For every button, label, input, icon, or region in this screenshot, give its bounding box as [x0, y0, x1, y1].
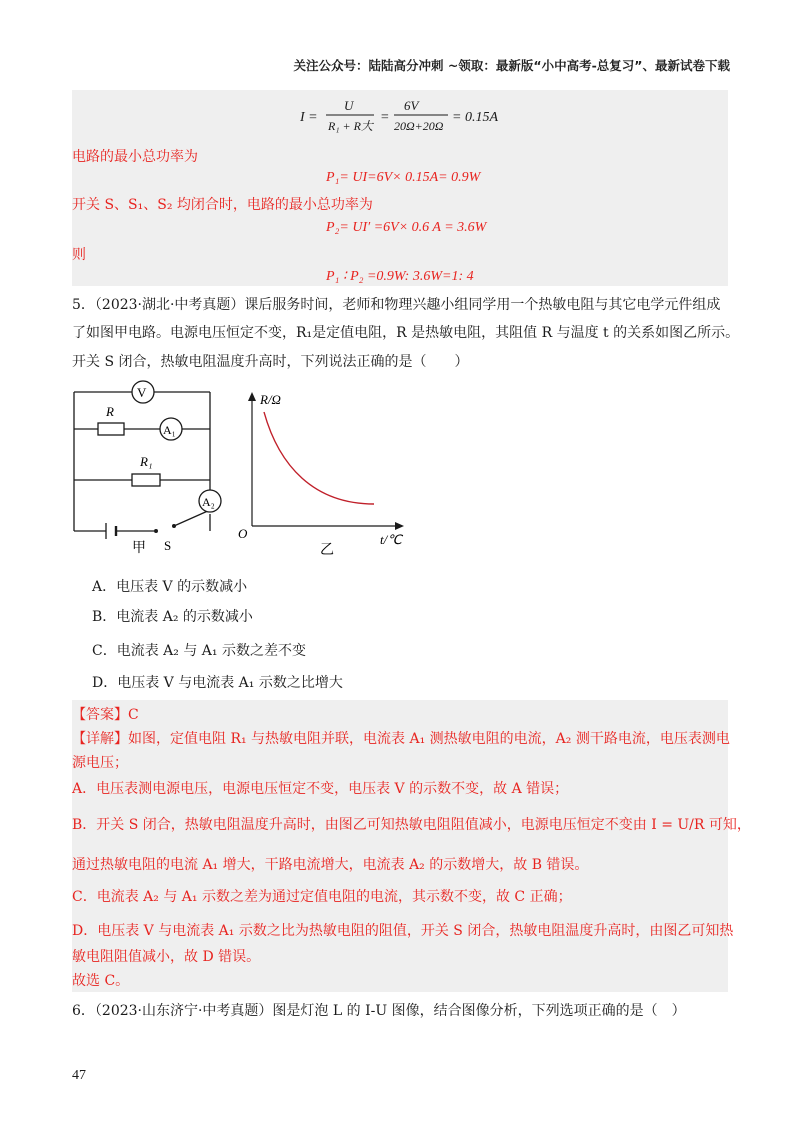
formula-p1: P₁= UI=6V× 0.15A= 0.9W	[326, 170, 481, 185]
explanation-option-a: A．电压表测电源电压，电源电压恒定不变，电压表 V 的示数不变，故 A 错误；	[72, 781, 569, 797]
thermistor-label: R	[106, 404, 114, 419]
formula-result: = 0.15A	[452, 110, 498, 125]
therefore-label: 则	[72, 247, 86, 263]
explanation-line-1: 【详解】如图，定值电阻 R₁ 与热敏电阻并联，电流表 A₁ 测热敏电阻的电流，A₂ 测干路电流，电压表测电	[72, 731, 730, 747]
ammeter-a2-label: A₂	[202, 495, 215, 509]
explanation-option-d-2: 敏电阻阻值减小，故 D 错误。	[72, 949, 261, 965]
option-a: A．电压表 V 的示数减小	[92, 579, 248, 595]
formula-num: U	[344, 98, 354, 113]
question-5-line-3: 开关 S 闭合，热敏电阻温度升高时，下列说法正确的是（ ）	[72, 354, 469, 370]
voltmeter-label: V	[137, 385, 147, 400]
current-formula-svg	[300, 96, 530, 140]
current-formula	[300, 96, 530, 145]
ammeter-a1-label: A₁	[163, 423, 176, 437]
question-6-line-1: 6．（2023·山东济宁·中考真题）图是灯泡 L 的 I-U 图像，结合图像分析，下列选项正确的是（ ）	[72, 1003, 686, 1019]
question-5-line-2: 了如图甲电路。电源电压恒定不变，R₁是定值电阻，R 是热敏电阻，其阻值 R 与温度 t 的关系如图乙所示。	[72, 325, 740, 341]
conclusion: 故选 C。	[72, 973, 130, 989]
figure-jia-caption: 甲	[132, 541, 146, 556]
explanation-option-c: C．电流表 A₂ 与 A₁ 示数之差为通过定值电阻的电流，其示数不变，故 C 正确；	[72, 889, 572, 905]
formula-den: R₁ + R大	[328, 119, 373, 133]
explanation-option-d-1: D．电压表 V 与电流表 A₁ 示数之比为热敏电阻的阻值，开关 S 闭合，热敏电阻温度升高时，由图乙可知热	[72, 923, 734, 939]
explanation-option-b-2: 通过热敏电阻的电流 A₁ 增大，干路电流增大，电流表 A₂ 的示数增大，故 B 错误。	[72, 857, 589, 873]
circuit-diagram	[70, 376, 230, 556]
graph-y-arrow	[248, 392, 256, 401]
resistance-temperature-graph	[234, 386, 414, 556]
equals-sign: =	[380, 110, 390, 125]
switch-label: S	[164, 538, 172, 553]
figure-yi-caption: 乙	[320, 543, 334, 556]
thermistor-symbol	[98, 423, 124, 435]
resistance-curve	[264, 412, 374, 504]
formula-ratio: P₁ ∶ P₂ =0.9W: 3.6W=1: 4	[326, 269, 474, 284]
resistor-r1-symbol	[132, 474, 160, 486]
switch-all-closed-label: 开关 S、S₁、S₂ 均闭合时，电路的最小总功率为	[72, 197, 373, 213]
page-header: 关注公众号：陆陆高分冲刺 ~领取：最新版“小中高考-总复习”、最新试卷下载	[293, 58, 730, 73]
min-power-label: 电路的最小总功率为	[72, 149, 198, 165]
answer-label: 【答案】C	[72, 707, 139, 723]
formula-num2: 6V	[404, 98, 419, 113]
question-5-line-1: 5．（2023·湖北·中考真题）课后服务时间，老师和物理兴趣小组同学用一个热敏电阻与其它电学元件组成	[72, 297, 721, 313]
option-d: D．电压表 V 与电流表 A₁ 示数之比增大	[92, 675, 343, 691]
option-c: C．电流表 A₂ 与 A₁ 示数之差不变	[92, 643, 306, 659]
graph-x-arrow	[395, 522, 404, 530]
page-number: 47	[72, 1068, 86, 1083]
option-b: B．电流表 A₂ 的示数减小	[92, 609, 253, 625]
graph-ylabel: R/Ω	[260, 392, 281, 407]
graph-origin: O	[238, 526, 248, 541]
switch-contact-right	[172, 524, 176, 528]
resistor-r1-label: R₁	[140, 454, 153, 469]
formula-lhs: I =	[300, 110, 318, 125]
switch-contact-left	[154, 529, 158, 533]
formula-den2: 20Ω+20Ω	[394, 119, 444, 133]
explanation-option-b-1: B．开关 S 闭合，热敏电阻温度升高时，由图乙可知热敏电阻阻值减小，电源电压恒定不变由 I = U/R 可知，	[72, 817, 751, 833]
graph-xlabel: t/℃	[380, 532, 402, 547]
formula-p2: P₂= UI′ =6V× 0.6 A = 3.6W	[326, 220, 487, 235]
explanation-line-2: 源电压；	[72, 755, 128, 771]
